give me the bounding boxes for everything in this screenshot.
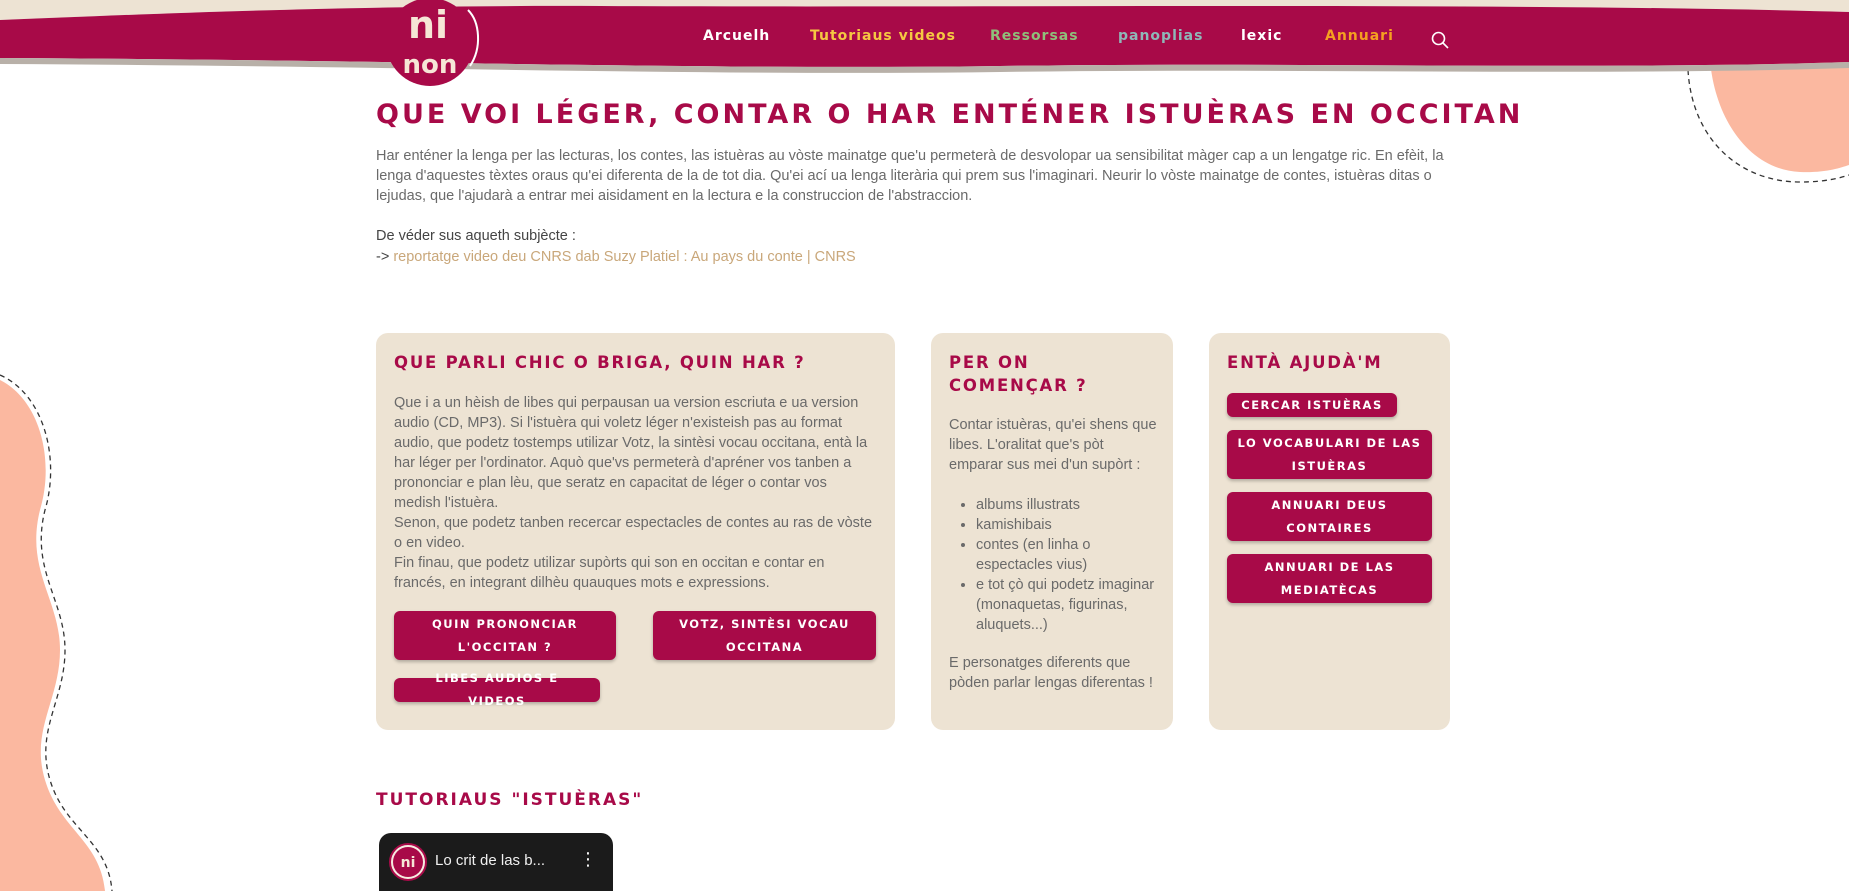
card-speak-text: Que i a un hèish de libes qui perpausan ua version escriuta e ua version audio (CD, MP3). Si l'istuèra qui voletz léger n'existeish pas au format audio, que podetz tostemps utilizar Votz, la sintèsi vocau occitana, entà la har léger per l'ordinator. Aquò que'vs permeterà d'apréner vos tanben a prononciar e plan lèu, que seratz en capacitat de léger o contar vos medish l'istuèra.: [394, 395, 868, 511]
more-vert-icon[interactable]: ⋮: [579, 849, 597, 870]
svg-text:ni: ni: [400, 855, 416, 871]
libraries-directory-button[interactable]: ANNUARI DE LAS MEDIATÈCAS: [1227, 554, 1432, 603]
storytellers-directory-button[interactable]: ANNUARI DEUS CONTAIRES: [1227, 492, 1432, 541]
support-list: [976, 495, 1161, 635]
card-help-title: ENTÀ AJUDÀ'M: [1227, 353, 1383, 372]
main-nav: [0, 28, 1849, 52]
card-speak-title: QUE PARLI CHIC O BRIGA, QUIN HAR ?: [394, 353, 806, 372]
main-content: [376, 95, 1524, 268]
nav-item-lexic[interactable]: lexic: [1241, 28, 1283, 44]
nav-item-ressorsas[interactable]: Ressorsas: [990, 28, 1079, 44]
channel-avatar: [389, 843, 427, 881]
svg-text:non: non: [402, 50, 458, 80]
list-item: • albums illustrats: [976, 495, 1161, 515]
search-stories-button[interactable]: CERCAR ISTUÈRAS: [1227, 393, 1397, 417]
card-help: [1209, 333, 1450, 730]
nav-item-annuari[interactable]: Annuari: [1325, 28, 1394, 44]
arrow-glyph: ->: [376, 249, 390, 265]
cnrs-video-link[interactable]: reportatge video deu CNRS dab Suzy Platiel : Au pays du conte | CNRS: [393, 249, 856, 265]
card-start-text: Contar istuèras, qu'ei shens que libes. L'oralitat que's pòt emparar sus mei d'un supòrt :: [949, 417, 1157, 473]
card-speak-text3: Fin finau, que podetz utilizar supòrts qui son en occitan e contar en francés, en integrant dilhèu quauques mots e expressions.: [394, 555, 825, 591]
pronounce-occitan-button[interactable]: QUIN PRONONCIAR L'OCCITAN ?: [394, 611, 616, 660]
video-title: Lo crit de las b...: [435, 852, 546, 869]
search-icon[interactable]: [1430, 30, 1450, 50]
list-item: • kamishibais: [976, 515, 1161, 535]
audio-books-button[interactable]: LIBES AUDIOS E VIDEOS: [394, 678, 600, 702]
intro-paragraph: Har enténer la lenga per las lecturas, los contes, las istuèras au vòste mainatge que'u permeterà de desvolopar ua sensibilitat màger cap a un lengatge ric. En efèit, la lenga d'aquestes tèxtes oraus qu'ei diferenta de la de tot dia. Qu'ei ací ua lenga literària qui prem sus l'imaginari. Neurir lo vòste mainatge de contes, istuèras ditas o lejudas, que l'ajudarà a entrar mei aisidament en la lectura e la construccion de l'abstraccion.: [376, 148, 1444, 204]
see-more-block: [376, 226, 1451, 268]
see-more-label: De véder sus aqueth subjècte :: [376, 228, 576, 244]
nav-item-panoplias[interactable]: panoplias: [1118, 28, 1204, 44]
card-start-text2: E personatges diferents que pòden parlar lengas diferentas !: [949, 655, 1153, 691]
votz-synthesis-button[interactable]: VOTZ, SINTÈSI VOCAU OCCITANA: [653, 611, 876, 660]
tutorials-section-title: TUTORIAUS "ISTUÈRAS": [376, 790, 644, 810]
nav-item-arcuelh[interactable]: Arcuelh: [703, 28, 771, 44]
stories-vocabulary-button[interactable]: LO VOCABULARI DE LAS ISTUÈRAS: [1227, 430, 1432, 479]
card-start: [931, 333, 1173, 730]
page-title: QUE VOI LÉGER, CONTAR O HAR ENTÉNER ISTUÈRAS EN OCCITAN: [376, 99, 1524, 130]
video-embed[interactable]: [379, 833, 613, 891]
list-item: • e tot çò qui podetz imaginar (monaquetas, figurinas, aluquets...): [976, 575, 1161, 635]
list-item: • contes (en linha o espectacles vius): [976, 535, 1161, 575]
card-start-title: PER ON COMENÇAR ?: [949, 353, 1088, 395]
left-decorative-wave: [0, 370, 115, 891]
card-speak: [376, 333, 895, 730]
nav-item-tutoriaus-videos[interactable]: Tutoriaus videos: [810, 28, 957, 44]
svg-text:ni: ni: [407, 3, 449, 47]
card-speak-text2: Senon, que podetz tanben recercar espectacles de contes au ras de vòste o en video.: [394, 515, 873, 551]
